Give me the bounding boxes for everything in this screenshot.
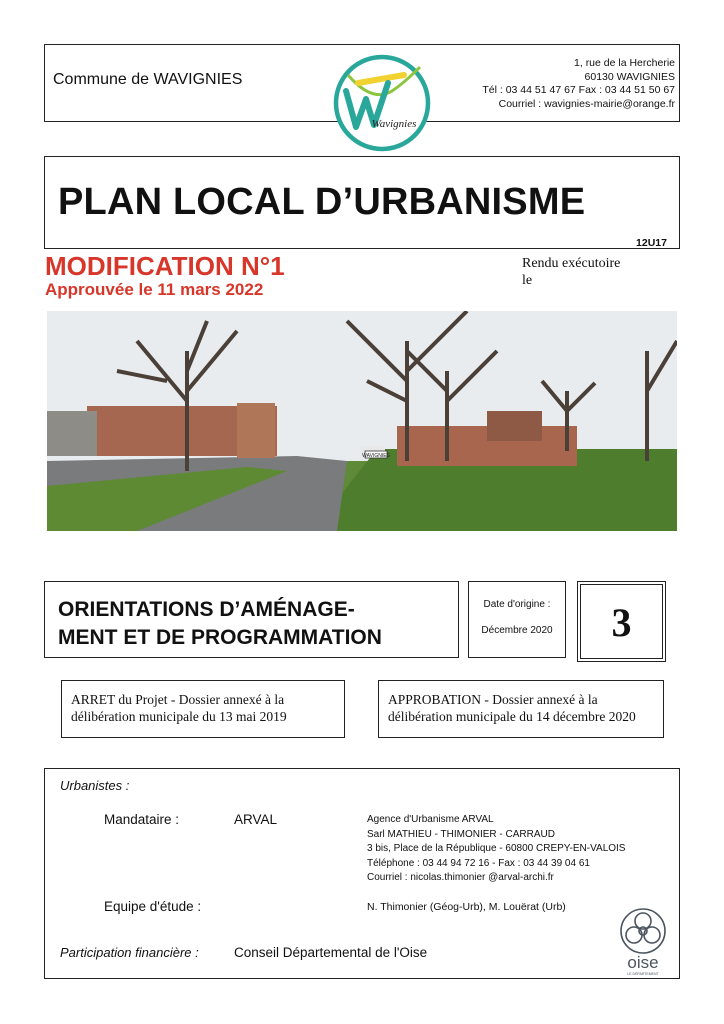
arret-line1: ARRET du Projet - Dossier annexé à la: [71, 692, 285, 707]
village-sign: WAVIGNIES: [362, 453, 390, 459]
address-email: Courriel : wavignies-mairie@orange.fr: [498, 97, 675, 110]
origin-date-value: Décembre 2020: [481, 625, 553, 636]
agency-name: Agence d'Urbanisme ARVAL: [367, 814, 494, 825]
mandataire-label: Mandataire :: [104, 812, 180, 827]
document-code: 12U17: [636, 237, 667, 249]
approbation-line2: délibération municipale du 14 décembre 2020: [388, 709, 636, 724]
origin-date-label: Date d'origine :: [483, 599, 551, 610]
address-street: 1, rue de la Hercherie: [574, 57, 675, 69]
participation-label: Participation financière :: [60, 945, 199, 960]
agency-address: 3 bis, Place de la République - 60800 CREPY-EN-VALOIS: [367, 843, 626, 854]
commune-address: [482, 57, 675, 111]
oise-tagline: LE DÉPARTEMENT: [627, 972, 659, 976]
participation-value: Conseil Départemental de l'Oise: [234, 945, 428, 960]
equipe-value: N. Thimonier (Géog-Urb), M. Louërat (Urb): [367, 901, 566, 913]
approval-date: Approuvée le 11 mars 2022: [45, 280, 264, 299]
logo-wordmark: Wavignies: [371, 118, 417, 130]
approbation-text: [388, 691, 636, 725]
arret-text: [71, 691, 287, 725]
oap-title: [58, 596, 382, 652]
credits-box: [44, 768, 680, 979]
document-number-box: [577, 581, 666, 662]
agency-details: [367, 813, 625, 886]
agency-email: Courriel : nicolas.thimonier @arval-archi.fr: [367, 872, 554, 883]
wavignies-logo: [332, 53, 432, 153]
oap-title-line2: MENT ET DE PROGRAMMATION: [58, 626, 382, 649]
arret-notice: [61, 680, 345, 738]
oise-wordmark: oise: [627, 953, 659, 972]
rendu-label: Rendu exécutoire: [522, 256, 621, 271]
title-box: [44, 156, 680, 249]
oise-logo: [615, 907, 671, 977]
document-number: 3: [611, 600, 632, 645]
origin-date-box: [468, 581, 566, 658]
urbanistes-label: Urbanistes :: [60, 778, 130, 793]
rendu-executoire: [522, 255, 620, 289]
oap-title-line1: ORIENTATIONS D’AMÉNAGE-: [58, 598, 355, 621]
arret-line2: délibération municipale du 13 mai 2019: [71, 709, 287, 724]
oap-title-box: [44, 581, 459, 658]
approbation-notice: [378, 680, 664, 738]
document-title: PLAN LOCAL D’URBANISME: [58, 181, 586, 223]
address-phone: Tél : 03 44 51 47 67 Fax : 03 44 51 50 67: [482, 84, 675, 96]
village-photo: [47, 311, 677, 531]
address-city: 60130 WAVIGNIES: [584, 70, 675, 83]
approbation-line1: APPROBATION - Dossier annexé à la: [388, 692, 598, 707]
agency-phone: Téléphone : 03 44 94 72 16 - Fax : 03 44 39 04 61: [367, 857, 590, 869]
equipe-label: Equipe d'étude :: [104, 899, 202, 914]
agency-company: Sarl MATHIEU - THIMONIER - CARRAUD: [367, 828, 555, 840]
modification-heading: MODIFICATION N°1: [45, 251, 285, 281]
commune-header: [44, 44, 680, 130]
commune-name: Commune de WAVIGNIES: [53, 71, 243, 88]
rendu-le: le: [522, 273, 533, 288]
mandataire-value: ARVAL: [234, 812, 278, 827]
